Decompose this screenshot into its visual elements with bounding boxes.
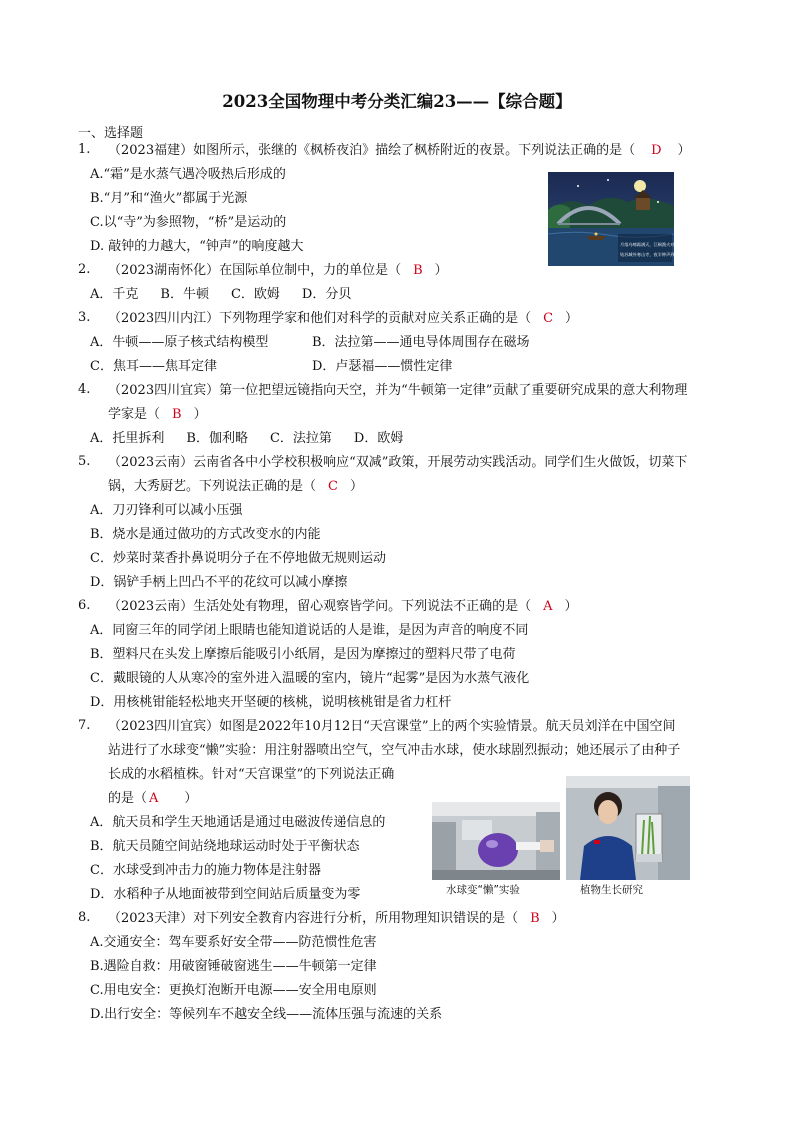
question-7-stem-cont2: 长成的水稻植株。针对“天宫课堂”的下列说法正确 (108, 767, 395, 782)
question-3-stem (108, 310, 578, 328)
question-number: 3. (78, 310, 91, 325)
question-number: 5. (78, 454, 91, 469)
bracket-close: ） (565, 311, 579, 326)
option-c: C．焦耳——焦耳定律 (90, 359, 217, 374)
caption-water-ball: 水球变“懒”实验 (446, 884, 520, 896)
option-b: B．伽利略 (186, 431, 248, 446)
options-row (90, 286, 373, 304)
option-c: C．欧姆 (230, 287, 280, 302)
question-number: 4. (78, 382, 91, 397)
question-stem-text: 学家是（ (108, 407, 161, 422)
maple-bridge-night-image (548, 172, 688, 266)
answer-mark: B (413, 263, 423, 278)
option-a: A．刀刃锋利可以减小压强 (90, 503, 243, 518)
option-c: C．戴眼镜的人从寒冷的室外进入温暖的室内，镜片“起雾”是因为水蒸气液化 (90, 671, 530, 686)
bracket-close: ） (551, 911, 565, 926)
page-title: 2023全国物理中考分类汇编23——【综合题】 (222, 92, 572, 111)
answer-mark: B (530, 911, 540, 926)
question-stem-text: （2023湖南怀化）在国际单位制中，力的单位是（ (108, 263, 402, 278)
option-c: C．法拉第 (269, 431, 332, 446)
bracket-close: ） (677, 143, 691, 158)
option-c: C.用电安全：更换灯泡断开电源——安全用电原则 (90, 983, 377, 998)
question-2-stem (108, 262, 448, 280)
option-d: D．欧姆 (353, 431, 404, 446)
answer-mark: D (651, 143, 662, 158)
question-5-stem: （2023云南）云南省各中小学校积极响应“双减”政策，开展劳动实践活动。同学们生火做饭，切菜下 (108, 455, 688, 470)
answer-mark: A (149, 791, 159, 806)
question-4-stem-cont (108, 406, 207, 424)
option-a: A.交通安全：驾车要系好安全带——防范惯性危害 (90, 935, 377, 950)
option-b: B．牛顿 (160, 287, 209, 302)
answer-mark: B (172, 407, 182, 422)
option-b: B．航天员随空间站绕地球运动时处于平衡状态 (90, 839, 360, 854)
options-row (90, 430, 425, 448)
bracket-close: ） (564, 599, 578, 614)
option-d: D．卢瑟福——惯性定律 (312, 359, 453, 374)
option-d: D．用核桃钳能轻松地夹开坚硬的核桃，说明核桃钳是省力杠杆 (90, 695, 452, 710)
option-c: C.以“寺”为参照物，“桥”是运动的 (90, 215, 287, 230)
option-a: A．千克 (90, 287, 139, 302)
option-d: D. 敲钟的力越大，“钟声”的响度越大 (90, 239, 304, 254)
question-1-stem (108, 142, 691, 160)
question-5-stem-cont (108, 478, 363, 496)
option-a: A．航天员和学生天地通话是通过电磁波传递信息的 (90, 815, 386, 830)
question-number: 6. (78, 598, 91, 613)
answer-mark: C (328, 479, 338, 494)
option-b: B．塑料尺在头发上摩擦后能吸引小纸屑，是因为摩擦过的塑料尺带了电荷 (90, 647, 516, 662)
option-d: D．锅铲手柄上凹凸不平的花纹可以减小摩擦 (90, 575, 348, 590)
answer-mark: C (543, 311, 554, 326)
bracket-close: ） (184, 791, 198, 806)
option-d: D．分贝 (301, 287, 352, 302)
plant-growth-study-image (566, 776, 690, 880)
caption-plant-growth: 植物生长研究 (580, 884, 643, 896)
question-7-stem-cont: 站进行了水球变“懒”实验：用注射器喷出空气，空气冲击水球，使水球剧烈振动；她还展示了由种子 (108, 743, 681, 758)
question-4-stem: （2023四川宜宾）第一位把望远镜指向天空，并为“牛顿第一定律”贡献了重要研究成果的意大利物理 (108, 383, 688, 398)
option-a: A．同窗三年的同学闭上眼睛也能知道说话的人是谁，是因为声音的响度不同 (90, 623, 529, 638)
question-stem-text: （2023福建）如图所示，张继的《枫桥夜泊》描绘了枫桥附近的夜景。下列说法正确的是（ (108, 143, 636, 158)
poem-line-2: 姑苏城外寒山寺，夜半钟声到客船。 (620, 252, 688, 257)
question-6-stem (108, 598, 578, 616)
option-d: D.出行安全：等候列车不越安全线——流体压强与流速的关系 (90, 1007, 443, 1022)
question-stem-text: （2023天津）对下列安全教育内容进行分析，所用物理知识错误的是（ (108, 911, 519, 926)
poem-line-1: 月落乌啼霜满天，江枫渔火对愁眠。 (620, 242, 688, 247)
question-7-stem: （2023四川宜宾）如图是2022年10月12日“天宫课堂”上的两个实验情景。航天员刘洋在中国空间 (108, 719, 676, 734)
question-7-stem-cont3 (108, 790, 197, 808)
option-b: B.遇险自救：用破窗锤破窗逃生——牛顿第一定律 (90, 959, 377, 974)
option-c: C．炒菜时菜香扑鼻说明分子在不停地做无规则运动 (90, 551, 386, 566)
bracket-close: ） (434, 263, 448, 278)
option-a: A.“霜”是水蒸气遇冷吸热后形成的 (90, 167, 286, 182)
question-number: 7. (78, 718, 91, 733)
question-stem-text: （2023四川内江）下列物理学家和他们对科学的贡献对应关系正确的是（ (108, 311, 532, 326)
question-number: 8. (78, 910, 91, 925)
question-8-stem (108, 910, 565, 928)
bracket-close: ） (193, 407, 207, 422)
water-ball-experiment-image (432, 802, 560, 880)
option-b: B．烧水是通过做功的方式改变水的内能 (90, 527, 321, 542)
option-b: B.“月”和“渔火”都属于光源 (90, 191, 248, 206)
question-stem-text: （2023云南）生活处处有物理，留心观察皆学问。下列说法不正确的是（ (108, 599, 532, 614)
option-d: D．水稻种子从地面被带到空间站后质量变为零 (90, 887, 361, 902)
bracket-close: ） (349, 479, 363, 494)
option-b: B．法拉第——通电导体周围存在磁场 (312, 335, 530, 350)
question-stem-text: 锅，大秀厨艺。下列说法正确的是（ (108, 479, 317, 494)
option-c: C．水球受到冲击力的施力物体是注射器 (90, 863, 321, 878)
section-heading: 一、选择题 (78, 126, 144, 141)
answer-mark: A (543, 599, 553, 614)
question-number: 2. (78, 262, 91, 277)
question-number: 1. (78, 142, 91, 157)
option-a: A．牛顿——原子核式结构模型 (90, 335, 269, 350)
question-stem-text: 的是（ (108, 791, 148, 806)
option-a: A．托里拆利 (90, 431, 165, 446)
